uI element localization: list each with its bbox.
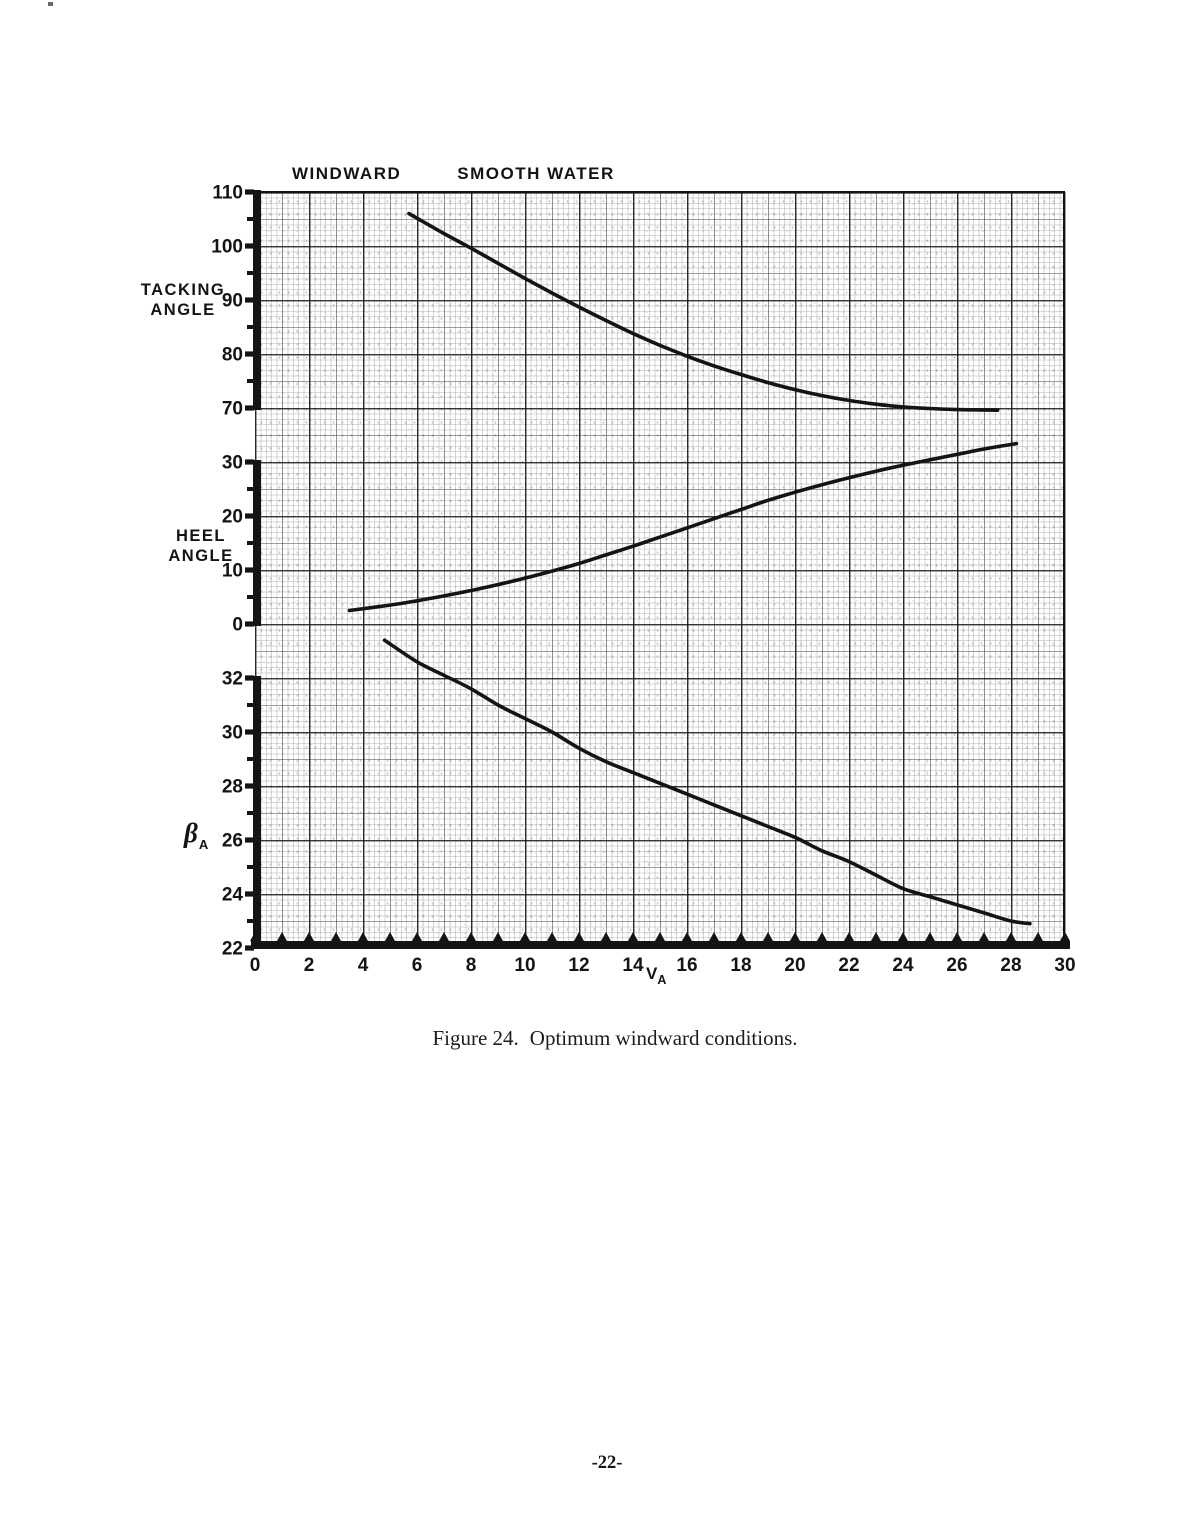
x-tick-label: 26 [946, 955, 968, 976]
beta-subscript: A [198, 837, 209, 852]
tacking-angle-major-tick [245, 405, 254, 410]
heel-angle-axis-label-line2: ANGLE [168, 546, 234, 565]
tacking-angle-tick-label: 110 [212, 182, 243, 204]
page-number: -22- [591, 1453, 623, 1473]
beta-a-tick-label: 22 [221, 938, 243, 960]
tacking-angle-major-tick [245, 243, 254, 248]
tacking-angle-major-tick [245, 351, 254, 356]
scan-noise-overlay [255, 192, 1065, 948]
heel-angle-tick-label: 10 [221, 560, 243, 582]
beta-a-tick-label: 24 [221, 884, 243, 906]
beta-a-tick-label: 32 [221, 668, 243, 690]
tacking-angle-minor-tick [247, 379, 254, 383]
heel-angle-major-tick [245, 567, 254, 572]
heel-angle-major-tick [245, 513, 254, 518]
beta-a-minor-tick [247, 919, 254, 923]
beta-a-major-tick [245, 729, 254, 734]
x-tick-label: 22 [838, 955, 860, 976]
condition-label-smooth-water: SMOOTH WATER [457, 164, 615, 183]
x-tick-label: 30 [1054, 955, 1076, 976]
x-tick-label: 28 [1000, 955, 1022, 976]
x-tick-label: 8 [465, 955, 477, 976]
figure-caption [40, 1026, 1190, 1051]
beta-a-tick-label: 28 [221, 776, 243, 798]
beta-a-axis-label [184, 818, 209, 852]
beta-a-minor-tick [247, 811, 254, 815]
heel-angle-tick-label: 30 [221, 452, 243, 474]
x-tick-label: 16 [676, 955, 698, 976]
tacking-angle-major-tick [245, 189, 254, 194]
scan-artifact [48, 2, 53, 6]
tacking-angle-minor-tick [247, 217, 254, 221]
x-tick-label: 10 [514, 955, 536, 976]
x-tick-label: 18 [730, 955, 752, 976]
tacking-angle-minor-tick [247, 271, 254, 275]
x-axis-label-subscript: A [657, 973, 667, 987]
heel-angle-axis-label-line1: HEEL [175, 527, 226, 545]
beta-glyph: β [184, 818, 198, 848]
heel-angle-minor-tick [247, 487, 254, 491]
beta-a-minor-tick [247, 757, 254, 761]
x-tick-label: 0 [249, 955, 261, 976]
beta-a-major-tick [245, 945, 254, 950]
beta-a-major-tick [245, 783, 254, 788]
condition-label-windward: WINDWARD [292, 164, 402, 183]
x-tick-label: 24 [892, 955, 914, 976]
heel-angle-tick-label: 20 [221, 506, 243, 528]
tacking-angle-tick-label: 70 [221, 398, 243, 420]
figure-caption-text: Optimum windward conditions. [529, 1026, 798, 1050]
beta-a-major-tick [245, 891, 254, 896]
heel-angle-major-tick [245, 459, 254, 464]
beta-a-tick-label: 26 [221, 830, 243, 852]
beta-a-minor-tick [247, 865, 254, 869]
tacking-angle-axis-label-line1: TACKING [140, 281, 226, 299]
x-tick-label: 4 [357, 955, 369, 976]
figure-caption-number: Figure 24. [432, 1026, 519, 1050]
x-tick-label: 6 [411, 955, 423, 976]
x-tick-label: 2 [303, 955, 315, 976]
heel-angle-tick-label: 0 [232, 614, 243, 636]
x-tick-label: 14 [622, 955, 644, 976]
tacking-angle-axis-label-line2: ANGLE [150, 300, 216, 319]
x-axis-label [646, 964, 667, 987]
x-axis-label-main: V [646, 964, 658, 983]
tacking-angle-minor-tick [247, 325, 254, 329]
tacking-angle-tick-label: 90 [221, 290, 243, 312]
tacking-angle-tick-label: 80 [221, 344, 243, 366]
heel-angle-major-tick [245, 621, 254, 626]
heel-angle-axis-label [153, 527, 249, 566]
tacking-angle-tick-label: 100 [211, 236, 243, 258]
beta-a-minor-tick [247, 703, 254, 707]
x-tick-label: 20 [784, 955, 806, 976]
beta-a-tick-label: 30 [221, 722, 243, 744]
beta-a-major-tick [245, 837, 254, 842]
tacking-angle-major-tick [245, 297, 254, 302]
x-tick-label: 12 [568, 955, 590, 976]
heel-angle-minor-tick [247, 595, 254, 599]
beta-a-major-tick [245, 675, 254, 680]
tacking-angle-axis-label [133, 281, 233, 320]
